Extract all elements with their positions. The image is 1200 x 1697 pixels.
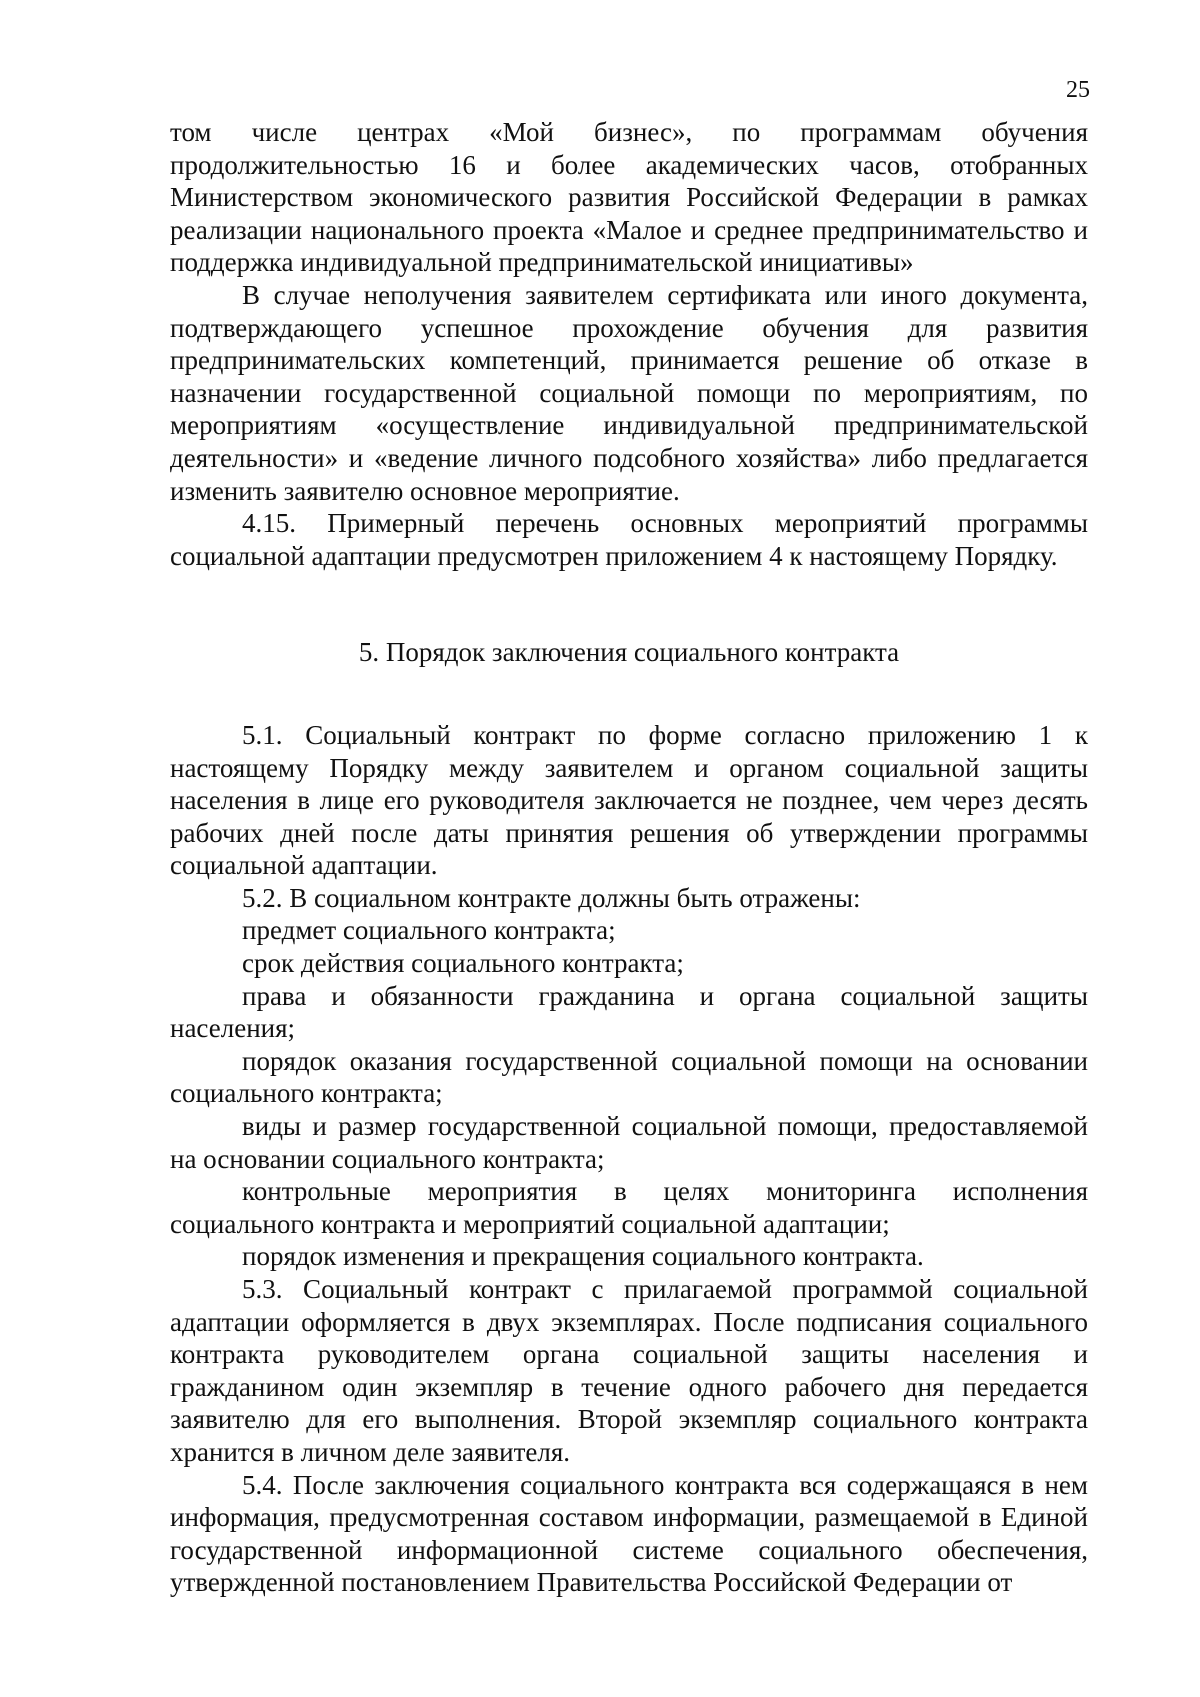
- list-item: контрольные мероприятия в целях мониторинга исполнения социального контракта и мероприятий социальной адаптации;: [170, 1176, 1088, 1239]
- paragraph: 5.1. Социальный контракт по форме согласно приложению 1 к настоящему Порядку между заявителем и органом социальной защиты населения в лице его руководителя заключается не позднее, чем через десять рабочих дней после даты принятия решения об утверждении программы социальной адаптации.: [170, 719, 1088, 881]
- page-number: 25: [1066, 77, 1090, 103]
- paragraph: 4.15. Примерный перечень основных мероприятий программы социальной адаптации предусмотрен приложением 4 к настоящему Порядку.: [170, 508, 1088, 571]
- document-body: [170, 116, 1088, 1599]
- paragraph: 5.3. Социальный контракт с прилагаемой программой социальной адаптации оформляется в двух экземплярах. После подписания социального контракта руководителем органа социальной защиты населения и гражданином один экземпляр в течение одного рабочего дня передается заявителю для его выполнения. Второй экземпляр социального контракта хранится в личном деле заявителя.: [170, 1274, 1088, 1467]
- list-item: срок действия социального контракта;: [242, 948, 684, 979]
- paragraph: том числе центрах «Мой бизнес», по программам обучения продолжительностью 16 и более академических часов, отобранных Министерством экономического развития Российской Федерации в рамках реализации национального проекта «Малое и среднее предпринимательство и поддержка индивидуальной предпринимательской инициативы»: [170, 117, 1088, 278]
- list-item: права и обязанности гражданина и органа социальной защиты населения;: [170, 980, 1088, 1044]
- list-item: порядок изменения и прекращения социального контракта.: [242, 1241, 924, 1272]
- paragraph: В случае неполучения заявителем сертификата или иного документа, подтверждающего успешное прохождение обучения для развития предпринимательских компетенций, принимается решение об отказе в назначении государственной социальной помощи по мероприятиям, по мероприятиям «осуществление индивидуальной предпринимательской деятельности» и «ведение личного подсобного хозяйства» либо предлагается изменить заявителю основное мероприятие.: [170, 279, 1088, 506]
- section-heading: 5. Порядок заключения социального контракта: [358, 637, 900, 668]
- list-item: виды и размер государственной социальной помощи, предоставляемой на основании социального контракта;: [170, 1111, 1088, 1174]
- paragraph: 5.4. После заключения социального контракта вся содержащаяся в нем информация, предусмотренная составом информации, размещаемой в Единой государственной информационной системе социального обеспечения, утвержденной постановлением Правительства Российской Федерации от: [170, 1469, 1088, 1598]
- list-item: порядок оказания государственной социальной помощи на основании социального контракта;: [170, 1045, 1088, 1109]
- list-item: предмет социального контракта;: [242, 915, 616, 946]
- paragraph: 5.2. В социальном контракте должны быть отражены:: [242, 882, 861, 913]
